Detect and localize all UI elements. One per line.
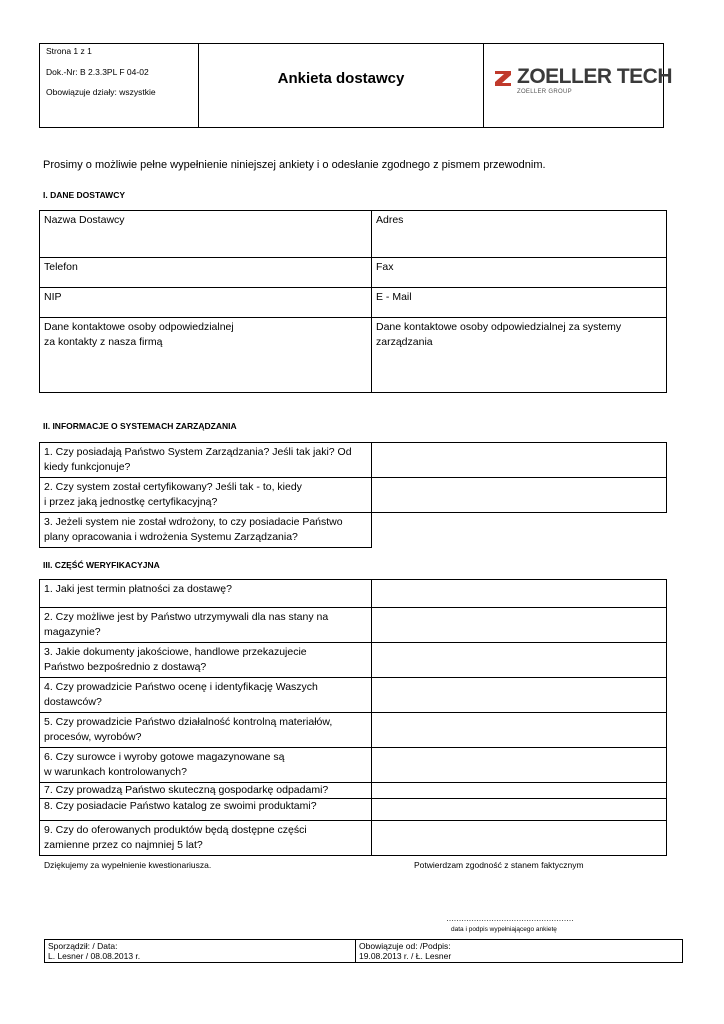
answer-cell[interactable] <box>372 608 667 643</box>
table-row <box>45 940 683 963</box>
question-cell <box>40 478 372 513</box>
table-row <box>40 748 667 783</box>
question-text: 9. Czy do oferowanych produktów będą dostępne części zamienne przez co najmniej 5 lat? <box>44 824 307 851</box>
verification-table <box>39 579 667 856</box>
question-text: 7. Czy prowadzą Państwo skuteczną gospodarkę odpadami? <box>44 784 329 796</box>
table-row <box>40 783 667 799</box>
question-cell <box>40 443 372 478</box>
logo-subtitle: ZOELLER GROUP <box>517 89 572 95</box>
nip-field[interactable] <box>40 288 372 318</box>
answer-cell[interactable] <box>372 678 667 713</box>
supplier-name-field[interactable] <box>40 211 372 258</box>
answer-cell[interactable] <box>372 643 667 678</box>
answer-cell[interactable] <box>372 580 667 608</box>
table-row <box>40 258 667 288</box>
confirmation-text: Potwierdzam zgodność z stanem faktycznym <box>414 860 584 870</box>
answer-cell[interactable] <box>372 478 667 513</box>
table-row <box>40 608 667 643</box>
address-field[interactable] <box>372 211 667 258</box>
question-cell <box>40 799 372 821</box>
document-header <box>39 43 672 128</box>
signature-caption: data i podpis wypełniającego ankietę <box>451 926 557 933</box>
field-label: Telefon <box>44 261 78 273</box>
field-label: Fax <box>376 261 394 273</box>
answer-cell[interactable] <box>372 783 667 799</box>
question-cell <box>40 783 372 799</box>
field-label: Dane kontaktowe osoby odpowiedzialnej za systemy zarządzania <box>376 321 622 348</box>
table-row <box>40 478 667 513</box>
answer-cell[interactable] <box>372 443 667 478</box>
question-cell <box>40 748 372 783</box>
logo-mark-icon <box>493 68 513 88</box>
signature-line[interactable]: …………………………………………… <box>446 914 574 923</box>
question-text: 3. Jakie dokumenty jakościowe, handlowe przekazujecie Państwo bezpośrednio z dostawą? <box>44 646 307 673</box>
document-title: Ankieta dostawcy <box>277 70 405 87</box>
table-row <box>40 513 667 548</box>
management-contact-field[interactable] <box>372 318 667 393</box>
question-text: 1. Czy posiadają Państwo System Zarządzania? Jeśli tak jaki? Od kiedy funkcjonuje? <box>44 446 352 473</box>
question-cell <box>40 678 372 713</box>
page-number: Strona 1 z 1 <box>46 46 92 56</box>
email-field[interactable] <box>372 288 667 318</box>
company-logo <box>493 65 672 95</box>
question-cell <box>40 608 372 643</box>
answer-cell[interactable] <box>372 713 667 748</box>
phone-field[interactable] <box>40 258 372 288</box>
prepared-by-cell <box>45 940 356 963</box>
table-row <box>40 211 667 258</box>
table-row <box>40 580 667 608</box>
intro-text: Prosimy o możliwie pełne wypełnienie niniejszej ankiety i o odesłanie zgodnego z pismem przewodnim. <box>43 159 546 171</box>
question-text: 6. Czy surowce i wyroby gotowe magazynowane są w warunkach kontrolowanych? <box>44 751 285 778</box>
field-label: Nazwa Dostawcy <box>44 214 125 226</box>
supplier-data-table <box>39 210 667 393</box>
header-meta-cell <box>40 44 199 127</box>
company-contact-field[interactable] <box>40 318 372 393</box>
question-cell <box>40 513 372 548</box>
section-3-title: III. CZĘŚĆ WERYFIKACYJNA <box>43 560 160 570</box>
table-row <box>40 799 667 821</box>
valid-from-label: Obowiązuje od: /Podpis: <box>359 941 451 951</box>
management-systems-table <box>39 442 667 548</box>
prepared-by-value: L. Lesner / 08.08.2013 r. <box>48 951 141 961</box>
table-row <box>40 713 667 748</box>
applicable-departments: Obowiązuje działy: wszystkie <box>46 87 156 97</box>
question-text: 2. Czy możliwe jest by Państwo utrzymywali dla nas stany na magazynie? <box>44 611 329 638</box>
table-row <box>40 443 667 478</box>
table-row <box>40 288 667 318</box>
question-text: 8. Czy posiadacie Państwo katalog ze swoimi produktami? <box>44 800 317 812</box>
question-cell <box>40 580 372 608</box>
question-cell <box>40 713 372 748</box>
header-logo-cell <box>484 44 672 127</box>
fax-field[interactable] <box>372 258 667 288</box>
field-label: Adres <box>376 214 404 226</box>
thanks-text: Dziękujemy za wypełnienie kwestionariusza. <box>44 860 212 870</box>
question-text: 3. Jeżeli system nie został wdrożony, to czy posiadacie Państwo plany opracowania i wdrożenia Systemu Zarządzania? <box>44 516 343 543</box>
field-label: Dane kontaktowe osoby odpowiedzialnej za kontakty z nasza firmą <box>44 321 234 348</box>
section-2-title: II. INFORMACJE O SYSTEMACH ZARZĄDZANIA <box>43 421 237 431</box>
question-cell <box>40 821 372 856</box>
question-text: 4. Czy prowadzicie Państwo ocenę i identyfikację Waszych dostawców? <box>44 681 318 708</box>
valid-from-cell <box>356 940 683 963</box>
answer-cell[interactable] <box>372 799 667 821</box>
field-label: E - Mail <box>376 291 412 303</box>
answer-cell[interactable] <box>372 748 667 783</box>
table-row <box>40 821 667 856</box>
prepared-by-label: Sporządził: / Data: <box>48 941 118 951</box>
table-row <box>40 643 667 678</box>
logo-name: ZOELLER TECH <box>517 65 672 88</box>
question-text: 2. Czy system został certyfikowany? Jeśli tak - to, kiedy i przez jaką jednostkę certyfikacyjną? <box>44 481 302 508</box>
question-text: 1. Jaki jest termin płatności za dostawę? <box>44 583 232 595</box>
answer-cell <box>372 513 667 548</box>
question-text: 5. Czy prowadzicie Państwo działalność kontrolną materiałów, procesów, wyrobów? <box>44 716 333 743</box>
table-row <box>40 318 667 393</box>
question-cell <box>40 643 372 678</box>
document-number: Dok.-Nr: B 2.3.3PL F 04-02 <box>46 67 149 77</box>
table-row <box>40 678 667 713</box>
section-1-title: I. DANE DOSTAWCY <box>43 190 126 200</box>
valid-from-value: 19.08.2013 r. / Ł. Lesner <box>359 951 452 961</box>
approval-table <box>44 939 683 963</box>
field-label: NIP <box>44 291 62 303</box>
answer-cell[interactable] <box>372 821 667 856</box>
header-title-cell <box>199 44 484 127</box>
